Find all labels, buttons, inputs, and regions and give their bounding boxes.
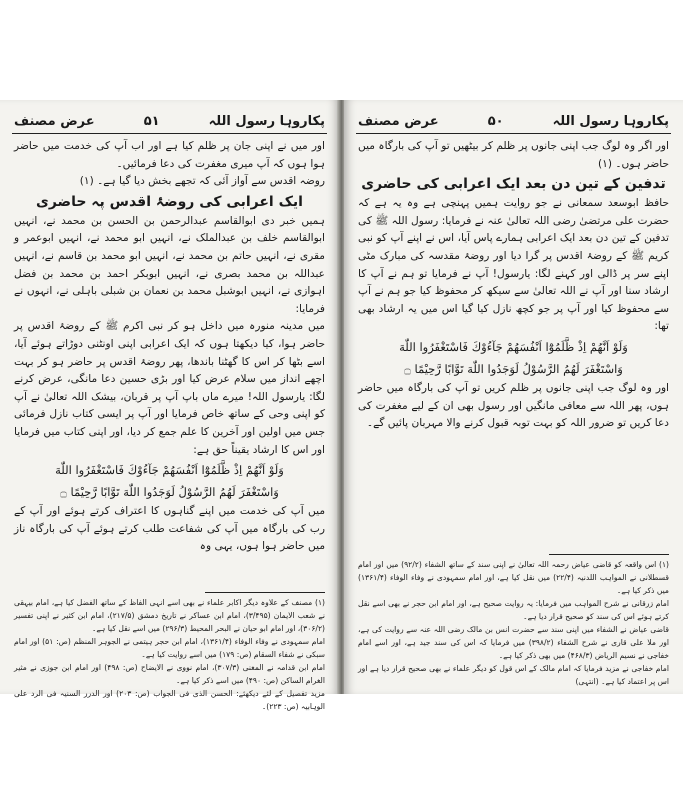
quran-verse: وَاسْتَغْفَرَ لَهُمُ الرَّسُوْلُ لَوَجَدُوا اللّٰهَ تَوَّابًا رَّحِيْمًا ۝ <box>60 485 279 500</box>
footnotes <box>358 558 669 688</box>
running-title: پکاروہا رسول اللہ <box>208 113 325 129</box>
paragraph: اور اگر وہ لوگ جب اپنی جانوں پر ظلم کر بیٹھیں تو آپ کی بارگاہ میں حاضر ہوں۔ (۱) <box>358 140 669 170</box>
right-page-header <box>358 110 669 132</box>
footnote: امام زرقانی نے شرح المواہب میں فرمایا: یہ روایت صحیح ہے، اور امام ابن حجر نے بھی اسے نقل کرتے ہوئے اس کی سند کو صحیح قرار دیا ہے۔ <box>358 599 669 621</box>
page-number: ۵۰ <box>487 113 504 129</box>
footnote: (۱) اس واقعہ کو قاضی عیاض رحمہ اللہ تعالیٰ نے اپنی سند کے ساتھ الشفاء (۹۲/۲) میں اور امام قسطلانی نے المواہب اللدنیہ (۲۲/۴) میں نقل کیا ہے، اور امام سمہودی نے وفاء الوفاء (۱۳۶۱/۴) میں ذکر کیا ہے۔ <box>358 560 670 595</box>
footnote-rule <box>549 554 669 555</box>
section-title: عرض مصنف <box>358 113 439 129</box>
running-title: پکاروہا رسول اللہ <box>552 113 669 129</box>
paragraph: اور وہ لوگ جب اپنی جانوں پر ظلم کریں تو آپ کی بارگاہ میں حاضر ہوں، پھر اللہ سے معافی مانگیں اور رسول بھی ان کے لیے مغفرت کی دعا کریں تو ضرور اللہ کو بہت توبہ قبول کرنے والا مہربان پائیں گے۔ <box>358 381 669 430</box>
left-page-body <box>14 138 325 556</box>
section-heading: تدفین کے تین دن بعد ایک اعرابی کی حاضری <box>361 176 666 193</box>
book-spread <box>0 100 683 711</box>
quran-verse: وَلَوْ اَنَّهُمْ اِذْ ظَّلَمُوْٓا اَنْفُسَهُمْ جَآءُوْكَ فَاسْتَغْفَرُوا اللّٰهَ <box>55 463 284 478</box>
paragraph: میں مدینہ منورہ میں داخل ہو کر نبی اکرم ﷺ کے روضۂ اقدس پر حاضر ہوا، کیا دیکھتا ہوں کہ ایک اعرابی اپنی اونٹنی دوڑاتے ہوئے آیا، اسے بٹھا کر اس کا گھٹنا باندھا، پھر روضۂ اقدس پر حاضر ہو کر بہت اچھے انداز میں سلام عرض کیا اور بڑی حسین دعا مانگی، عرض کرنے لگا: یارسول اللہ! میرے ماں باپ آپ پر قربان، بیشک اللہ تعالیٰ نے آپ کو اپنی وحی کے ساتھ خاص فرمایا اور آپ پر ایسی کتاب نازل فرمائی جس میں اولین اور آخرین کا علم جمع کر دیا، اور اپنی کتاب میں فرمایا اور اس کا ارشاد یقیناً حق ہے: <box>14 320 325 456</box>
section-title: عرض مصنف <box>14 113 95 129</box>
right-page-body <box>358 138 669 433</box>
footnote: قاضی عیاض نے الشفاء میں اپنی سند سے حضرت انس بن مالک رضی اللہ عنہ سے روایت کی ہے، اور ملا علی قاری نے شرح الشفاء (۳۹۸/۲) میں فرمایا کہ اس کی سند جید ہے، اور اسے امام خفاجی نے نسیم الریاض (۴۶۸/۳) میں بھی ذکر کیا ہے۔ <box>358 625 669 660</box>
header-rule <box>12 133 327 134</box>
footnote: (۱) مصنف کے علاوہ دیگر اکابر علماء نے بھی اسے انہی الفاظ کے ساتھ الفضل کیا ہے، امام بیہقی نے شعب الایمان (۳/۴۹۵)، امام ابن عساکر نے تاریخ دمشق (۲۱۷/۵)، امام ابن کثیر نے اپنی تفسیر (۳۰۶/۲)، اور امام ابو حیان نے البحر المحیط (۲۹۶/۳) میں اسے نقل کیا ہے۔ <box>14 598 325 633</box>
footnote-rule <box>205 592 325 593</box>
paragraph: اور میں نے اپنی جان پر ظلم کیا ہے اور اب آپ کی خدمت میں حاضر ہوا ہوں کہ آپ میری مغفرت کی دعا فرمائیں۔ <box>14 140 325 170</box>
paragraph: ہمیں خبر دی ابوالقاسم عبدالرحمن بن الحسن بن محمد نے، انہیں ابوالقاسم خلف بن عبدالملک نے، انہیں ابو محمد نے، انہیں ابوعمر و مقری نے، انہیں حاتم بن محمد نے، انہیں ابو محمد بن قاسم نے، انہیں عبداللہ بن محمد بصری نے، انہیں ابوبکر احمد بن محمد بن فضل اہوازی نے، انہیں ابوشبل محمد بن نعمان بن شبلی باہلی نے، انہوں نے فرمایا: <box>14 214 325 315</box>
footnote: امام ابن قدامہ نے المغنی (۳۰۷/۳)، امام نووی نے الایضاح (ص: ۴۹۸) اور امام ابن جوزی نے مثیر الغرام الساکن (ص: ۴۹۰) میں اسے ذکر کیا ہے۔ <box>14 663 326 685</box>
paragraph: روضہ اقدس سے آواز آئی کہ تجھے بخش دیا گیا ہے۔ (۱) <box>79 175 325 188</box>
paragraph: حافظ ابوسعد سمعانی نے جو روایت ہمیں پہنچی ہے وہ یہ ہے کہ حضرت علی مرتضیٰ رضی اللہ تعالیٰ عنہ نے فرمایا: رسول اللہ ﷺ کی تدفین کے تین دن بعد ایک اعرابی ہمارے پاس آیا، اس نے اپنے آپ کو نبی کریم ﷺ کے روضۂ اقدس پر گرا دیا اور روضۂ مقدسہ کی مبارک مٹی اپنے سر پر ڈالی اور کہنے لگا: یارسول! آپ نے فرمایا تو ہم نے آپ کا ارشاد سنا اور آپ نے اللہ تعالیٰ سے سیکھ کر محفوظ کیا جو ہم نے آپ سے محفوظ کیا اور آپ پر جو کچھ نازل کیا گیا اس میں یہ ارشاد بھی تھا: <box>358 197 669 333</box>
right-page <box>344 100 683 694</box>
footnote: امام خفاجی نے مزید فرمایا کہ امام مالک کے اس قول کو دیگر علماء نے بھی صحیح قرار دیا ہے اور اس پر اعتماد کیا ہے۔ (انتہی) <box>358 664 669 686</box>
left-page-header <box>14 110 325 132</box>
quran-verse: وَاسْتَغْفَرَ لَهُمُ الرَّسُوْلُ لَوَجَدُوا اللّٰهَ تَوَّابًا رَّحِيْمًا ۝ <box>404 361 623 376</box>
section-heading: ایک اعرابی کی روضۂ اقدس پہ حاضری <box>36 193 303 210</box>
page-number: ۵۱ <box>143 113 160 129</box>
footnote: مزید تفصیل کے لئے دیکھئے: الحسن الذی فی الجواب (ص: ۲۰۳) اور الدرر السنیہ فی الرد علی الوہابیہ (ص: ۲۲۳)۔ <box>14 689 325 711</box>
footnotes <box>14 596 325 713</box>
footnote: امام سمہودی نے وفاء الوفاء (۱۳۶۱/۴)، امام ابن حجر ہیتمی نے الجوہر المنظم (ص: ۵۱) اور امام سبکی نے شفاء السقام (ص: ۱۷۹) میں اسے روایت کیا ہے۔ <box>14 637 325 659</box>
left-page <box>0 100 339 711</box>
quran-verse: وَلَوْ اَنَّهُمْ اِذْ ظَّلَمُوْٓا اَنْفُسَهُمْ جَآءُوْكَ فَاسْتَغْفَرُوا اللّٰهَ <box>399 339 628 354</box>
paragraph: میں آپ کی خدمت میں اپنے گناہوں کا اعتراف کرتے ہوئے اور آپ کے رب کی بارگاہ میں آپ کی شفاعت طلب کرتے ہوئے آپ کی بارگاہ ناز میں حاضر ہوا ہوں، یہی وہ <box>14 505 325 553</box>
header-rule <box>356 133 671 134</box>
